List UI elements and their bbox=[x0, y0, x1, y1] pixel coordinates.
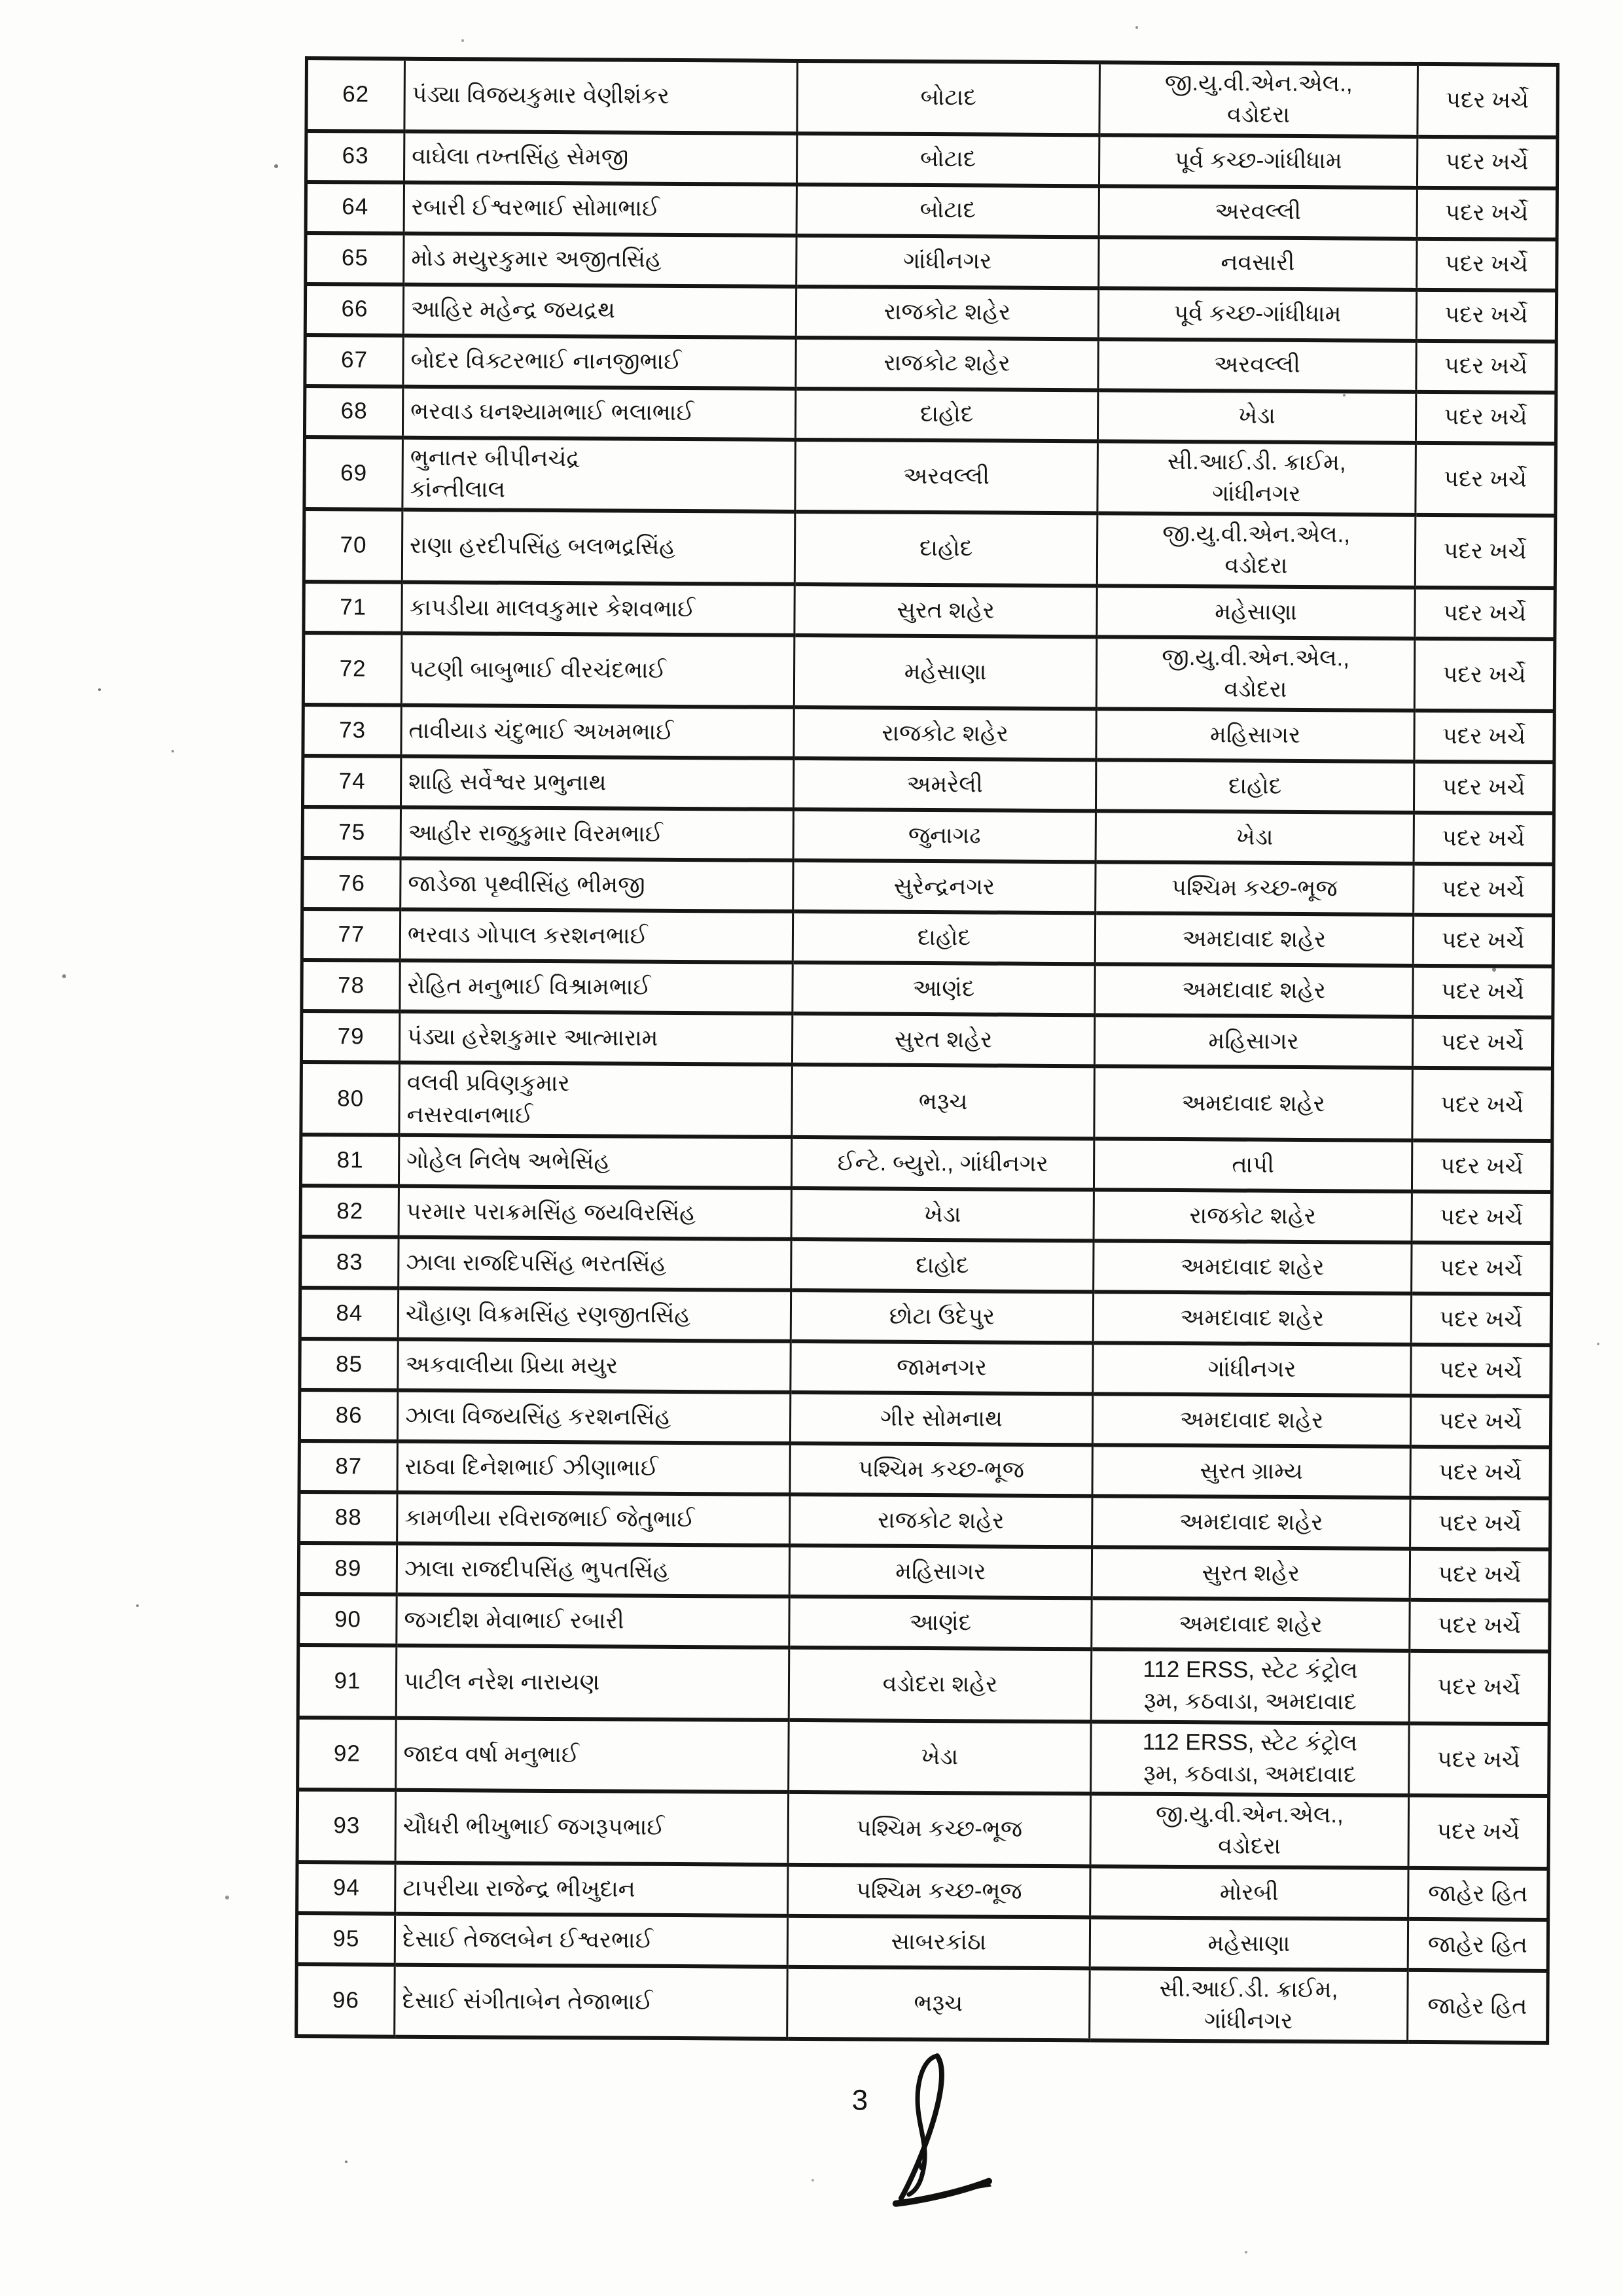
cell-serial-number: 64 bbox=[306, 182, 404, 234]
cell-officer-name: રોહિત મનુભાઈ વિશ્રામભાઈ bbox=[400, 961, 793, 1014]
table-row bbox=[299, 1492, 1550, 1549]
table-row bbox=[300, 1186, 1552, 1243]
cell-present-district: રાજકોટ શહેર bbox=[790, 1494, 1092, 1547]
table-row bbox=[302, 756, 1554, 813]
cell-new-posting: 112 ERSS, સ્ટેટ કંટ્રોલ રૂમ, કઠવાડા, અમદાવાદ bbox=[1091, 1649, 1410, 1723]
cell-present-district: જામનગર bbox=[791, 1341, 1093, 1394]
cell-present-district: સુરત શહેર bbox=[794, 584, 1097, 637]
cell-new-posting: પૂર્વ કચ્છ-ગાંધીધામ bbox=[1099, 135, 1417, 188]
cell-remark: પદર ખર્ચે bbox=[1410, 1549, 1550, 1600]
cell-officer-name: જાદવ વર્ષા મનુભાઈ bbox=[396, 1718, 789, 1792]
page-footer bbox=[851, 2051, 1547, 2219]
cell-new-posting: ખેડા bbox=[1097, 390, 1416, 443]
cell-serial-number: 93 bbox=[297, 1790, 396, 1862]
cell-serial-number: 94 bbox=[297, 1862, 395, 1914]
cell-new-posting: ખેડા bbox=[1096, 811, 1414, 864]
cell-officer-name: વાઘેલા તખ્તસિંહ સેમજી bbox=[404, 131, 796, 184]
cell-present-district: અરવલ્લી bbox=[795, 440, 1098, 514]
cell-present-district: ભરૂચ bbox=[792, 1065, 1095, 1139]
cell-officer-name: પરમાર પરાક્રમસિંહ જયવિરસિંહ bbox=[399, 1186, 791, 1239]
cell-serial-number: 91 bbox=[298, 1645, 397, 1718]
cell-officer-name: દેસાઈ તેજલબેન ઈશ્વરભાઈ bbox=[395, 1914, 787, 1967]
cell-new-posting: સી.આઈ.ડી. ક્રાઈમ, ગાંધીનગર bbox=[1090, 1968, 1408, 2042]
cell-serial-number: 89 bbox=[298, 1543, 397, 1595]
cell-present-district: બોટાદ bbox=[797, 61, 1100, 135]
cell-new-posting: સુરત ગ્રામ્ય bbox=[1092, 1445, 1410, 1498]
table-row bbox=[299, 1390, 1550, 1447]
table-row bbox=[298, 1543, 1550, 1600]
table-row bbox=[296, 1964, 1548, 2043]
table-row bbox=[306, 233, 1557, 291]
cell-serial-number: 82 bbox=[300, 1186, 399, 1237]
cell-present-district: બોટાદ bbox=[796, 185, 1099, 237]
cell-remark: પદર ખર્ચે bbox=[1413, 966, 1553, 1017]
cell-serial-number: 68 bbox=[304, 386, 402, 438]
cell-present-district: દાહોદ bbox=[791, 1239, 1094, 1292]
cell-new-posting: દાહોદ bbox=[1096, 760, 1414, 813]
cell-serial-number: 73 bbox=[303, 705, 401, 756]
cell-present-district: સુરત શહેર bbox=[792, 1014, 1094, 1066]
cell-serial-number: 70 bbox=[304, 509, 402, 582]
cell-serial-number: 66 bbox=[305, 284, 403, 336]
table-row bbox=[306, 58, 1558, 137]
cell-remark: પદર ખર્ચે bbox=[1414, 813, 1554, 864]
cell-remark: પદર ખર્ચે bbox=[1408, 1795, 1549, 1869]
cell-new-posting: મહેસાણા bbox=[1090, 1917, 1408, 1970]
table-row bbox=[302, 909, 1553, 966]
table-row bbox=[303, 705, 1554, 762]
cell-officer-name: પંડ્યા હરેશકુમાર આત્મારામ bbox=[399, 1012, 792, 1065]
scan-noise bbox=[0, 0, 3, 3]
cell-remark: પદર ખર્ચે bbox=[1417, 238, 1557, 290]
cell-serial-number: 65 bbox=[306, 233, 404, 285]
table-row bbox=[298, 1594, 1550, 1651]
cell-serial-number: 75 bbox=[302, 807, 401, 858]
cell-remark: પદર ખર્ચે bbox=[1412, 1140, 1552, 1192]
transfer-table bbox=[294, 56, 1560, 2045]
cell-officer-name: શાહિ સર્વેશ્વર પ્રભુનાથ bbox=[401, 756, 793, 809]
transfer-table-body bbox=[296, 58, 1558, 2043]
cell-new-posting: અમદાવાદ શહેર bbox=[1094, 1067, 1413, 1140]
cell-present-district: આણંદ bbox=[789, 1597, 1092, 1649]
cell-remark: પદર ખર્ચે bbox=[1414, 864, 1554, 915]
table-row bbox=[304, 582, 1555, 639]
table-row bbox=[300, 1288, 1551, 1345]
table-row bbox=[304, 437, 1556, 516]
cell-remark: પદર ખર્ચે bbox=[1412, 1068, 1553, 1141]
cell-serial-number: 72 bbox=[303, 633, 402, 705]
cell-serial-number: 85 bbox=[300, 1339, 398, 1390]
cell-remark: પદર ખર્ચે bbox=[1416, 340, 1556, 392]
cell-officer-name: ગોહેલ નિલેષ અભેસિંહ bbox=[399, 1135, 791, 1188]
cell-officer-name: જાડેજા પૃથ્વીસિંહ ભીમજી bbox=[401, 858, 793, 911]
table-row bbox=[301, 1062, 1553, 1141]
cell-serial-number: 87 bbox=[299, 1441, 397, 1492]
cell-present-district: ગીર સોમનાથ bbox=[790, 1392, 1092, 1445]
cell-new-posting: રાજકોટ શહેર bbox=[1094, 1190, 1412, 1243]
cell-present-district: મહેસાણા bbox=[794, 635, 1097, 709]
cell-new-posting: અરવલ્લી bbox=[1099, 186, 1417, 239]
cell-officer-name: જગદીશ મેવાભાઈ રબારી bbox=[397, 1595, 789, 1648]
cell-serial-number: 79 bbox=[301, 1011, 399, 1063]
table-row bbox=[304, 509, 1556, 588]
transfer-table-wrap bbox=[294, 56, 1558, 2219]
cell-remark: પદર ખર્ચે bbox=[1416, 442, 1556, 516]
table-row bbox=[297, 1862, 1548, 1920]
cell-remark: પદર ખર્ચે bbox=[1413, 915, 1553, 966]
cell-present-district: દાહોદ bbox=[794, 512, 1097, 586]
cell-new-posting: તાપી bbox=[1094, 1139, 1412, 1192]
table-row bbox=[300, 1135, 1552, 1192]
cell-remark: જાહેર હિત bbox=[1408, 1868, 1548, 1920]
cell-present-district: રાજકોટ શહેર bbox=[796, 287, 1098, 339]
table-row bbox=[302, 858, 1554, 915]
cell-serial-number: 80 bbox=[301, 1062, 400, 1135]
cell-remark: જાહેર હિત bbox=[1408, 1919, 1548, 1971]
cell-remark: પદર ખર્ચે bbox=[1410, 1600, 1550, 1651]
cell-new-posting: પૂર્વ કચ્છ-ગાંધીધામ bbox=[1098, 288, 1416, 341]
cell-serial-number: 78 bbox=[302, 960, 400, 1012]
cell-remark: પદર ખર્ચે bbox=[1417, 136, 1557, 188]
table-row bbox=[298, 1718, 1550, 1797]
cell-present-district: સાબરકાંઠા bbox=[787, 1916, 1090, 1968]
cell-officer-name: ચૌધરી ભીખુભાઈ જગરૂપભાઈ bbox=[395, 1790, 789, 1865]
cell-present-district: ગાંધીનગર bbox=[796, 236, 1099, 288]
table-row bbox=[301, 1011, 1552, 1069]
cell-serial-number: 84 bbox=[300, 1288, 398, 1339]
cell-serial-number: 83 bbox=[300, 1237, 399, 1288]
cell-remark: પદર ખર્ચે bbox=[1418, 64, 1558, 137]
cell-present-district: ખેડા bbox=[791, 1188, 1094, 1241]
cell-remark: જાહેર હિત bbox=[1408, 1970, 1548, 2043]
cell-remark: પદર ખર્ચે bbox=[1417, 187, 1557, 239]
cell-officer-name: ટાપરીયા રાજેન્દ્ર ભીખુદાન bbox=[395, 1863, 788, 1916]
cell-officer-name: તાવીયાડ ચંદુભાઈ અખમભાઈ bbox=[401, 705, 794, 758]
cell-remark: પદર ખર્ચે bbox=[1411, 1345, 1551, 1396]
cell-serial-number: 62 bbox=[306, 58, 405, 131]
cell-serial-number: 95 bbox=[296, 1913, 395, 1965]
cell-present-district: મહિસાગર bbox=[789, 1545, 1092, 1598]
cell-serial-number: 74 bbox=[302, 756, 401, 807]
cell-remark: પદર ખર્ચે bbox=[1412, 1243, 1552, 1294]
cell-present-district: સુરેન્દ્રનગર bbox=[793, 860, 1096, 913]
cell-serial-number: 81 bbox=[300, 1135, 399, 1186]
cell-new-posting: જી.યુ.વી.એન.એલ., વડોદરા bbox=[1090, 1793, 1409, 1867]
cell-officer-name: આહીર રાજુકુમાર વિરમભાઈ bbox=[401, 807, 793, 860]
table-row bbox=[302, 807, 1554, 864]
cell-remark: પદર ખર્ચે bbox=[1410, 1447, 1550, 1498]
cell-remark: પદર ખર્ચે bbox=[1416, 289, 1556, 341]
cell-officer-name: ઝાલા રાજદીપસિંહ ભુપતસિંહ bbox=[397, 1544, 789, 1597]
cell-remark: પદર ખર્ચે bbox=[1410, 1498, 1550, 1549]
cell-present-district: પશ્ચિમ કચ્છ-ભૂજ bbox=[788, 1865, 1090, 1917]
cell-new-posting: મહિસાગર bbox=[1094, 1016, 1412, 1069]
cell-remark: પદર ખર્ચે bbox=[1414, 711, 1554, 762]
cell-new-posting: અમદાવાદ શહેર bbox=[1094, 1241, 1412, 1294]
table-row bbox=[302, 960, 1553, 1017]
cell-serial-number: 67 bbox=[305, 335, 403, 387]
table-row bbox=[303, 633, 1555, 712]
cell-officer-name: પાટીલ નરેશ નારાયણ bbox=[396, 1646, 789, 1720]
cell-remark: પદર ખર્ચે bbox=[1414, 762, 1554, 813]
cell-officer-name: ભરવાડ ઘનશ્યામભાઈ ભલાભાઈ bbox=[402, 386, 795, 439]
cell-serial-number: 71 bbox=[304, 582, 402, 633]
table-row bbox=[299, 1441, 1550, 1498]
cell-new-posting: અમદાવાદ શહેર bbox=[1093, 1292, 1411, 1345]
cell-officer-name: દેસાઈ સંગીતાબેન તેજાભાઈ bbox=[395, 1965, 788, 2040]
table-row bbox=[296, 1913, 1548, 1971]
cell-new-posting: અરવલ્લી bbox=[1098, 339, 1416, 392]
table-row bbox=[304, 386, 1556, 444]
cell-present-district: રાજકોટ શહેર bbox=[796, 338, 1098, 390]
cell-officer-name: રબારી ઈશ્વરભાઈ સોમાભાઈ bbox=[404, 182, 796, 235]
cell-serial-number: 63 bbox=[306, 131, 404, 183]
table-row bbox=[306, 131, 1557, 188]
cell-remark: પદર ખર્ચે bbox=[1409, 1651, 1550, 1724]
cell-remark: પદર ખર્ચે bbox=[1410, 1396, 1550, 1447]
cell-present-district: અમરેલી bbox=[793, 758, 1096, 811]
cell-officer-name: રાણા હરદીપસિંહ બલભદ્રસિંહ bbox=[402, 510, 795, 584]
cell-remark: પદર ખર્ચે bbox=[1414, 639, 1555, 712]
cell-officer-name: વલવી પ્રવિણકુમાર નસરવાનભાઈ bbox=[399, 1063, 793, 1137]
cell-new-posting: અમદાવાદ શહેર bbox=[1092, 1496, 1410, 1549]
cell-serial-number: 90 bbox=[298, 1594, 397, 1646]
cell-new-posting: મહિસાગર bbox=[1096, 709, 1414, 762]
table-row bbox=[305, 335, 1556, 393]
cell-serial-number: 77 bbox=[302, 909, 400, 961]
cell-present-district: દાહોદ bbox=[793, 911, 1095, 964]
cell-present-district: જુનાગઢ bbox=[793, 809, 1096, 862]
cell-new-posting: જી.યુ.વી.એન.એલ., વડોદરા bbox=[1099, 62, 1418, 136]
cell-present-district: ભરૂચ bbox=[787, 1967, 1090, 2041]
cell-remark: પદર ખર્ચે bbox=[1412, 1017, 1552, 1069]
cell-officer-name: ભુનાતર બીપીનચંદ્ર કાંન્તીલાલ bbox=[402, 437, 796, 512]
cell-officer-name: આહિર મહેન્દ્ર જયદ્રથ bbox=[403, 284, 796, 337]
table-row bbox=[305, 284, 1556, 342]
cell-serial-number: 86 bbox=[299, 1390, 397, 1441]
cell-present-district: રાજકોટ શહેર bbox=[794, 707, 1096, 760]
cell-officer-name: મોડ મયુરકુમાર અજીતસિંહ bbox=[404, 233, 796, 286]
table-row bbox=[298, 1645, 1550, 1724]
cell-present-district: પશ્ચિમ કચ્છ-ભૂજ bbox=[788, 1792, 1091, 1866]
cell-new-posting: સુરત શહેર bbox=[1092, 1547, 1410, 1600]
cell-new-posting: અમદાવાદ શહેર bbox=[1095, 964, 1413, 1017]
cell-new-posting: નવસારી bbox=[1099, 237, 1417, 290]
cell-new-posting: પશ્ચિમ કચ્છ-ભૂજ bbox=[1096, 862, 1414, 915]
cell-remark: પદર ખર્ચે bbox=[1416, 391, 1556, 443]
cell-serial-number: 96 bbox=[296, 1964, 395, 2037]
cell-officer-name: રાઠવા દિનેશભાઈ ઝીણાભાઈ bbox=[397, 1441, 790, 1494]
cell-officer-name: ભરવાડ ગોપાલ કરશનભાઈ bbox=[400, 910, 793, 963]
cell-new-posting: જી.યુ.વી.એન.એલ., વડોદરા bbox=[1097, 514, 1416, 588]
cell-remark: પદર ખર્ચે bbox=[1415, 588, 1555, 639]
cell-officer-name: પંડ્યા વિજયકુમાર વેણીશંકર bbox=[404, 59, 798, 133]
cell-officer-name: કામળીયા રવિરાજભાઈ જેતુભાઈ bbox=[397, 1492, 790, 1545]
cell-new-posting: મોરબી bbox=[1090, 1866, 1408, 1919]
cell-present-district: દાહોદ bbox=[795, 389, 1097, 441]
cell-new-posting: 112 ERSS, સ્ટેટ કંટ્રોલ રૂમ, કઠવાડા, અમદાવાદ bbox=[1091, 1722, 1410, 1795]
signature-scribble bbox=[874, 2051, 1012, 2216]
cell-new-posting: મહેસાણા bbox=[1097, 586, 1415, 639]
cell-new-posting: સી.આઈ.ડી. ક્રાઈમ, ગાંધીનગર bbox=[1097, 441, 1416, 515]
cell-officer-name: ઝાલા વિજયસિંહ કરશનસિંહ bbox=[397, 1390, 790, 1443]
cell-new-posting: ગાંધીનગર bbox=[1093, 1343, 1411, 1396]
cell-remark: પદર ખર્ચે bbox=[1409, 1723, 1550, 1796]
cell-serial-number: 88 bbox=[299, 1492, 397, 1544]
cell-officer-name: બોદર વિક્ટરભાઈ નાનજીભાઈ bbox=[403, 335, 796, 388]
cell-remark: પદર ખર્ચે bbox=[1412, 1192, 1552, 1243]
cell-present-district: છોટા ઉદેપુર bbox=[791, 1290, 1093, 1343]
table-row bbox=[306, 182, 1557, 239]
cell-new-posting: અમદાવાદ શહેર bbox=[1092, 1394, 1410, 1447]
cell-officer-name: પટણી બાબુભાઈ વીરચંદભાઈ bbox=[401, 633, 794, 708]
cell-present-district: વડોદરા શહેર bbox=[789, 1648, 1092, 1722]
cell-serial-number: 76 bbox=[302, 858, 401, 910]
cell-officer-name: ચૌહાણ વિક્રમસિંહ રણજીતસિંહ bbox=[398, 1288, 791, 1341]
cell-officer-name: કાપડીયા માલવકુમાર કેશવભાઈ bbox=[402, 582, 794, 635]
cell-present-district: ઈન્ટે. બ્યુરો., ગાંધીનગર bbox=[791, 1137, 1094, 1190]
cell-serial-number: 69 bbox=[304, 437, 403, 510]
table-row bbox=[297, 1790, 1549, 1869]
cell-present-district: પશ્ચિમ કચ્છ-ભૂજ bbox=[790, 1443, 1092, 1496]
cell-remark: પદર ખર્ચે bbox=[1415, 515, 1556, 588]
cell-present-district: આણંદ bbox=[793, 963, 1095, 1015]
cell-present-district: બોટાદ bbox=[796, 133, 1099, 186]
cell-new-posting: જી.યુ.વી.એન.એલ., વડોદરા bbox=[1096, 637, 1415, 711]
cell-new-posting: અમદાવાદ શહેર bbox=[1092, 1598, 1410, 1651]
table-row bbox=[300, 1237, 1552, 1294]
table-row bbox=[300, 1339, 1551, 1396]
cell-remark: પદર ખર્ચે bbox=[1411, 1294, 1551, 1345]
cell-officer-name: અકવાલીયા પ્રિયા મયુર bbox=[398, 1339, 791, 1392]
page-number: 3 bbox=[851, 2084, 868, 2117]
cell-new-posting: અમદાવાદ શહેર bbox=[1095, 913, 1413, 966]
cell-serial-number: 92 bbox=[298, 1718, 397, 1790]
cell-present-district: ખેડા bbox=[789, 1720, 1092, 1793]
cell-officer-name: ઝાલા રાજદિપસિંહ ભરતસિંહ bbox=[399, 1237, 791, 1290]
